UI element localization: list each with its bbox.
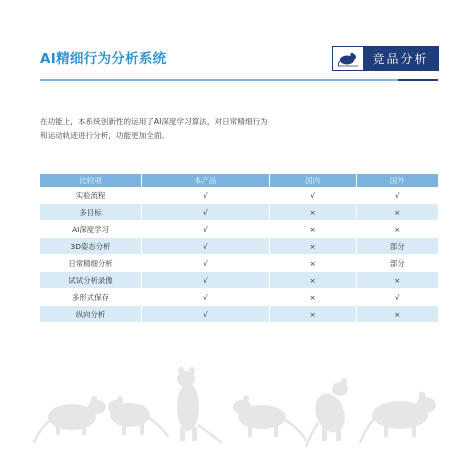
table-row <box>40 255 438 272</box>
table-cell: × <box>270 221 357 238</box>
intro-paragraph <box>40 115 340 143</box>
table-cell: × <box>357 306 438 323</box>
table-cell: × <box>270 255 357 272</box>
table-cell: 部分 <box>357 238 438 255</box>
table-cell: 试试分析录像 <box>40 272 142 289</box>
rat-silhouette-icon <box>233 395 306 441</box>
column-header: 国内 <box>270 174 357 187</box>
rat-silhouette-icon <box>108 396 168 437</box>
table-cell: 3D姿态分析 <box>40 238 142 255</box>
table-header-row <box>40 174 438 187</box>
table-row <box>40 221 438 238</box>
table-cell: AI深度学习 <box>40 221 142 238</box>
table-cell: √ <box>357 187 438 204</box>
table-cell: √ <box>270 187 357 204</box>
rat-silhouette-icon <box>306 378 350 447</box>
table-cell: 纵向分析 <box>40 306 142 323</box>
brand-badge <box>332 46 439 71</box>
comparison-table <box>40 174 438 323</box>
table-cell: × <box>270 238 357 255</box>
table-cell: × <box>357 272 438 289</box>
title-divider <box>40 79 438 81</box>
table-cell: √ <box>357 289 438 306</box>
table-cell: 多目标 <box>40 204 142 221</box>
table-cell: × <box>270 272 357 289</box>
table-cell: √ <box>142 238 270 255</box>
column-header: 本产品 <box>142 174 270 187</box>
rat-silhouette-icon <box>177 367 222 443</box>
rat-silhouette-icon <box>34 396 106 443</box>
table-row <box>40 289 438 306</box>
table-row <box>40 238 438 255</box>
table-cell: √ <box>142 272 270 289</box>
table-row <box>40 306 438 323</box>
table-cell: 日常精细分析 <box>40 255 142 272</box>
table-row <box>40 272 438 289</box>
table-cell: √ <box>142 289 270 306</box>
table-cell: × <box>357 221 438 238</box>
table-cell: × <box>270 289 357 306</box>
table-cell: √ <box>142 255 270 272</box>
table-cell: 部分 <box>357 255 438 272</box>
rat-silhouette-icon <box>360 392 436 444</box>
table-cell: × <box>357 204 438 221</box>
rodent-silhouettes-illustration <box>30 365 450 455</box>
table-row <box>40 187 438 204</box>
page-title: AI精细行为分析系统 <box>40 51 167 67</box>
title-divider-accent <box>398 79 438 81</box>
table-cell: √ <box>142 204 270 221</box>
table-cell: × <box>270 306 357 323</box>
brand-label: 竞品分析 <box>363 47 438 70</box>
column-header: 比较项 <box>40 174 142 187</box>
table-cell: √ <box>142 221 270 238</box>
mouse-logo-icon <box>333 47 363 70</box>
table-cell: 多形式保存 <box>40 289 142 306</box>
table-cell: × <box>270 204 357 221</box>
intro-line: 在功能上，本系统创新性的运用了AI深度学习算法，对日常精细行为 <box>40 117 268 126</box>
table-cell: √ <box>142 306 270 323</box>
intro-line: 和运动轨迹进行分析，功能更加全面。 <box>40 131 170 140</box>
column-header: 国外 <box>357 174 438 187</box>
table-row <box>40 204 438 221</box>
table-cell: √ <box>142 187 270 204</box>
table-cell: 实验流程 <box>40 187 142 204</box>
